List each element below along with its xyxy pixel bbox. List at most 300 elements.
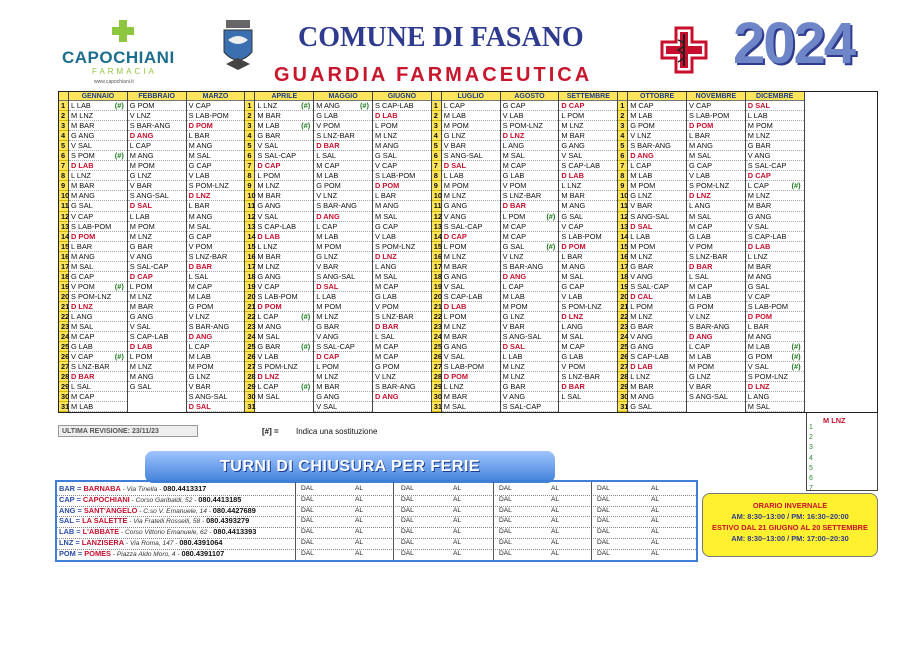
day-number: 25 [61,342,70,352]
dal-label: DAL [401,528,414,536]
duty-pharmacy: S POM-LNZ [375,241,416,251]
duty-pharmacy: V POM [316,121,341,131]
duty-pharmacy: M SAL [689,151,712,161]
day-number-column [432,92,442,412]
duty-pharmacy: S POM-LNZ [188,181,229,191]
duty-pharmacy: G LAB [689,231,711,241]
brand-url: www.capochiani.it [94,79,134,85]
duty-pharmacy: L POM [257,171,281,181]
ferie-row [57,538,696,549]
duty-pharmacy: V LAB [375,231,396,241]
day-cell [187,332,245,342]
day-number: 13 [620,221,629,231]
day-number: 4 [432,131,441,141]
duty-pharmacy: M CAP [502,231,526,241]
al-label: AL [651,549,660,557]
day-cell [501,242,559,252]
day-cell [373,352,431,362]
day-cell [628,302,686,312]
day-cell [687,201,745,211]
day-cell [187,151,245,161]
duty-pharmacy: D POM [71,231,96,241]
day-cell [255,141,313,151]
duty-pharmacy: M ANG [71,251,95,261]
day-cell [687,222,745,232]
day-cell [128,171,186,181]
day-cell [69,161,127,171]
duty-pharmacy: L LNZ [443,382,464,392]
day-cell [128,362,186,372]
day-cell [501,392,559,402]
duty-pharmacy: L ANG [689,201,711,211]
day-cell [187,352,245,362]
day-cell [373,332,431,342]
duty-pharmacy: V POM [71,281,95,291]
month-header: AGOSTO [501,92,559,101]
day-cell [559,111,617,121]
day-cell [559,392,617,402]
day-number: 5 [59,141,68,151]
al-label: AL [551,485,560,492]
duty-pharmacy: S SAL-CAP [443,221,483,231]
day-cell [128,191,186,201]
day-number: 3 [245,121,254,131]
day-cell [501,332,559,342]
duty-pharmacy: L POM [443,311,467,321]
month-header: MARZO [187,92,245,101]
day-number: 9 [59,181,68,191]
day-number: 15 [620,241,629,251]
day-cell [687,332,745,342]
duty-pharmacy: G POM [689,301,714,311]
column-separator [493,482,494,560]
dal-label: DAL [301,485,314,492]
duty-pharmacy: G CAP [561,281,585,291]
day-cell [187,322,245,332]
duty-pharmacy: V LAB [689,171,710,181]
day-number: 12 [433,211,443,221]
duty-pharmacy: M ANG [188,211,213,221]
duty-pharmacy: L BAR [689,131,711,141]
dal-label: DAL [499,517,512,525]
duty-pharmacy: M SAL [375,271,398,281]
day-number: 3 [59,121,68,131]
day-cell [255,282,313,292]
duty-pharmacy: M CAP [71,392,95,402]
al-label: AL [453,506,462,514]
day-cell [628,292,686,302]
day-cell [442,252,500,262]
day-cell [314,111,372,121]
duty-pharmacy: S ANG-SAL [129,191,169,201]
duty-pharmacy: M LAB [502,291,525,301]
day-cell [373,111,431,121]
day-cell [187,242,245,252]
day-cell [687,181,745,191]
day-number: 21 [433,301,443,311]
day-cell [373,382,431,392]
column-separator [591,482,592,560]
duty-pharmacy: M SAL [71,261,94,271]
day-cell [501,312,559,322]
day-cell [128,242,186,252]
day-cell [255,352,313,362]
day-cell [255,131,313,141]
day-cell [255,121,313,131]
day-cell [128,292,186,302]
dal-label: DAL [597,485,610,492]
day-cell [442,131,500,141]
duty-pharmacy: D POM [561,241,586,251]
day-cell [187,141,245,151]
al-label: AL [551,539,560,546]
month-header: LUGLIO [442,92,500,101]
duty-pharmacy: M POM [188,362,214,372]
row-separator [57,506,696,507]
dal-label: DAL [597,495,610,503]
pharmacy-phone: 080.4427689 [212,505,256,515]
day-number: 27 [433,362,443,372]
duty-pharmacy: G POM [316,181,341,191]
duty-pharmacy: G ANG [129,311,154,321]
day-cell [314,151,372,161]
duty-pharmacy: D SAL [443,161,466,171]
duty-pharmacy: M POM [316,301,342,311]
day-cell [442,272,500,282]
day-cell [628,402,686,412]
duty-pharmacy: V ANG [316,332,339,342]
duty-pharmacy: D LNZ [561,311,584,321]
day-cell [559,151,617,161]
duty-pharmacy: V SAL [257,141,279,151]
day-cell [501,171,559,181]
duty-pharmacy: M BAR [630,382,654,392]
brand-subtitle: FARMACIA [92,67,157,76]
al-label: AL [551,517,560,525]
duty-pharmacy: D BAR [316,141,340,151]
day-number: 16 [61,251,70,261]
al-label: AL [453,495,462,503]
day-cell [501,292,559,302]
duty-pharmacy: S SAL-CAP [747,161,787,171]
duty-pharmacy: G LNZ [316,251,338,261]
al-label: AL [355,549,364,557]
day-number: 16 [247,251,256,261]
duty-pharmacy: M SAL [561,271,584,281]
day-cell [69,402,127,412]
day-cell [314,272,372,282]
day-number: 14 [247,231,256,241]
al-label: AL [453,485,462,492]
day-number: 1 [618,101,627,111]
day-cell [373,101,431,111]
day-number: 15 [433,241,443,251]
day-cell [128,101,186,111]
duty-pharmacy: G LNZ [188,372,211,382]
day-cell [314,252,372,262]
duty-pharmacy: L POM [316,362,339,372]
day-number: 22 [61,311,70,321]
pharmacy-cross-icon [112,20,134,42]
day-number: 10 [433,191,443,201]
substitution-mark: (#) [791,181,801,191]
duty-pharmacy: L BAR [71,241,93,251]
day-cell [442,302,500,312]
day-cell [69,312,127,322]
substitution-mark: (#) [301,382,311,392]
duty-pharmacy: G LNZ [689,372,711,382]
duty-pharmacy: G CAP [188,161,212,171]
day-cell [69,392,127,402]
day-number: 5 [245,141,254,151]
day-cell [314,191,372,201]
day-number: 19 [61,281,70,291]
day-cell [69,171,127,181]
day-cell [501,252,559,262]
duty-pharmacy: S BAR-ANG [188,322,230,332]
duty-pharmacy: M LAB [316,171,339,181]
duty-pharmacy: M LAB [257,121,280,131]
duty-pharmacy: L ANG [375,261,397,271]
day-cell [501,302,559,312]
day-cell [442,402,500,412]
duty-pharmacy: M BAR [561,191,585,201]
day-cell [687,352,745,362]
duty-pharmacy: G SAL [502,241,525,251]
day-cell [314,232,372,242]
duty-pharmacy: V SAL [747,221,769,231]
duty-pharmacy: L LAB [71,101,91,110]
duty-pharmacy: S POM-LNZ [502,121,543,131]
day-cell [442,312,500,322]
duty-pharmacy: D SAL [630,221,653,231]
day-cell [187,282,245,292]
duty-pharmacy: D LNZ [502,131,525,141]
day-number: 30 [247,392,256,402]
day-cell [501,131,559,141]
al-label: AL [551,495,560,503]
day-number: 29 [247,382,256,392]
duty-pharmacy: D BAR [502,201,526,211]
duty-pharmacy: L SAL [316,151,337,161]
day-cell [255,222,313,232]
day-number: 30 [620,392,629,402]
duty-pharmacy: V ANG [129,251,153,261]
day-cell [442,111,500,121]
duty-pharmacy: D POM [257,301,282,311]
day-cell [314,121,372,131]
day-cell [255,242,313,252]
duty-pharmacy: G POM [747,352,773,362]
day-number: 8 [245,171,254,181]
day-cell [187,201,245,211]
day-cell [687,302,745,312]
day-cell [314,141,372,151]
day-cell [69,201,127,211]
day-cell [128,201,186,211]
duty-pharmacy: G ANG [257,201,281,211]
ferie-row [57,506,696,517]
duty-pharmacy: V ANG [630,332,653,342]
day-cell [628,111,686,121]
duty-pharmacy: L CAP [316,221,338,231]
duty-pharmacy: V POM [561,362,586,372]
day-cell [314,222,372,232]
day-cell [687,212,745,222]
pharmacy-code: LAB = [59,527,83,537]
day-cell [442,382,500,392]
day-cell [69,282,127,292]
day-number: 21 [61,301,70,311]
al-label: AL [651,517,660,525]
duty-pharmacy: L LNZ [257,101,278,110]
day-cell [687,151,745,161]
day-number: 16 [433,251,443,261]
extra-cell [806,413,878,491]
duty-pharmacy: D LNZ [71,301,93,311]
duty-pharmacy: M SAL [443,402,466,412]
day-cell [128,322,186,332]
duty-pharmacy: V LNZ [502,251,524,261]
day-cell [187,161,245,171]
duty-pharmacy: M LNZ [630,251,653,261]
day-cell [628,242,686,252]
day-number: 23 [433,322,443,332]
page-subtitle: GUARDIA FARMACEUTICA [274,64,593,86]
duty-pharmacy: S POM [71,151,95,161]
day-cell [746,402,804,412]
duty-pharmacy: L LAB [443,171,464,181]
day-number: 8 [618,171,627,181]
day-cell [187,312,245,322]
day-number: 17 [620,261,629,271]
duty-pharmacy: S BAR-ANG [630,141,671,151]
duty-pharmacy: L LNZ [630,372,651,382]
day-number: 10 [247,191,256,201]
al-label: AL [651,539,660,546]
duty-pharmacy: M SAL [188,221,211,231]
duty-pharmacy: M POM [443,121,469,131]
dal-label: DAL [401,485,414,492]
duty-pharmacy: D LNZ [375,251,397,261]
day-cell [559,282,617,292]
duty-pharmacy: V LAB [257,352,279,362]
duty-pharmacy: V LNZ [375,372,396,382]
day-cell [442,141,500,151]
duty-pharmacy: S BAR-ANG [129,121,171,131]
day-number: 14 [61,231,70,241]
duty-pharmacy: S CAP-LAB [747,231,787,241]
duty-pharmacy: G LAB [375,291,397,301]
day-number: 24 [61,332,70,342]
duty-pharmacy: D SAL [502,342,525,352]
day-cell [559,312,617,322]
day-cell [559,272,617,282]
duty-pharmacy: M ANG [689,141,713,151]
duty-pharmacy: D SAL [188,402,211,412]
day-number: 3 [432,121,441,131]
day-cell [69,332,127,342]
day-cell [628,342,686,352]
duty-pharmacy: D CAL [630,291,653,301]
day-number: 13 [433,221,443,231]
day-number: 7 [432,161,441,171]
day-cell [628,282,686,292]
day-cell [255,151,313,161]
duty-pharmacy: G POM [630,121,655,131]
day-cell [628,131,686,141]
day-cell [559,181,617,191]
substitution-mark: (#) [546,211,556,221]
day-number: 9 [618,181,627,191]
dal-label: DAL [401,549,414,557]
month-column-luglio [442,92,501,412]
column-separator [393,482,394,560]
duty-pharmacy: M CAP [561,342,585,352]
day-cell [442,362,500,372]
duty-pharmacy: L BAR [188,201,210,211]
duty-pharmacy: S SAL-CAP [630,281,669,291]
duty-pharmacy: S LAB-POM [71,221,112,231]
day-cell [628,232,686,242]
day-cell [187,181,245,191]
month-header: GENNAIO [69,92,127,101]
al-label: AL [355,539,364,546]
day-cell [69,382,127,392]
day-cell [442,282,500,292]
duty-pharmacy: G SAL [375,151,397,161]
day-cell [128,222,186,232]
duty-pharmacy: V ANG [747,151,771,161]
day-cell [501,262,559,272]
day-number: 27 [247,362,256,372]
day-cell [746,151,804,161]
day-cell [687,362,745,372]
day-cell [687,191,745,201]
duty-pharmacy: L POM [630,301,653,311]
duty-pharmacy: L POM [375,121,398,131]
duty-pharmacy: S BAR-ANG [689,322,730,332]
duty-pharmacy: M SAL [561,332,584,342]
day-cell [628,322,686,332]
day-cell [746,352,804,362]
duty-pharmacy: M LNZ [502,372,525,382]
day-cell [559,101,617,111]
extra-number: 5 [809,464,813,472]
dal-label: DAL [301,495,314,503]
row-separator [57,549,696,550]
day-number: 7 [245,161,254,171]
day-cell [501,121,559,131]
day-number: 26 [433,352,443,362]
day-cell [128,372,186,382]
duty-pharmacy: L LAB [747,111,768,121]
duty-pharmacy: M LNZ [443,251,466,261]
day-cell [628,151,686,161]
duty-pharmacy: M LNZ [747,191,770,201]
day-cell [187,111,245,121]
duty-pharmacy: S SAL-CAP [257,151,297,161]
duty-pharmacy: M LNZ [747,131,770,141]
al-label: AL [453,549,462,557]
day-cell [373,141,431,151]
pharmacy-phone: 080.4393279 [206,516,250,526]
day-cell [187,171,245,181]
duty-pharmacy: S ANG-SAL [188,392,228,402]
pharmacy-code: LNZ = [59,538,82,547]
day-number: 23 [61,322,70,332]
month-column-gennaio [69,92,128,412]
